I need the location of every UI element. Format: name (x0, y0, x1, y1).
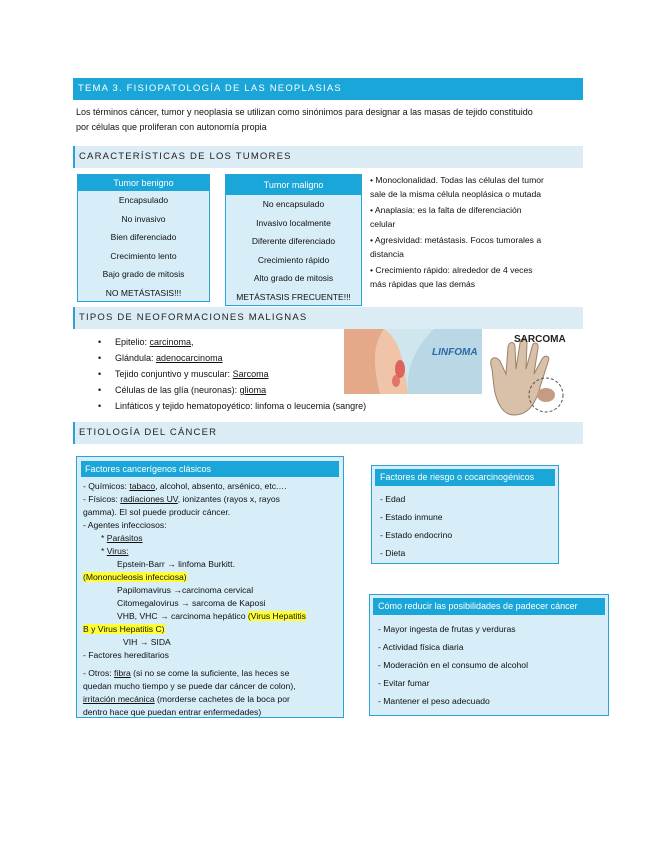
otros-line (83, 667, 289, 679)
maligno-row: Alto grado de mitosis (253, 273, 334, 283)
caract-item (370, 263, 585, 291)
maligno-row: Invasivo localmente (256, 217, 331, 228)
term: radiaciones UV (120, 494, 178, 504)
tipo-text: , (191, 337, 194, 347)
quimicos-line (83, 480, 287, 492)
tumor-benigno-box (77, 174, 210, 302)
text: (si no se come la suficiente, las heces se (130, 668, 290, 678)
sarcoma-image (484, 329, 582, 421)
text: , ionizantes (rayos x, rayos (177, 494, 280, 504)
caract-line: distancia (370, 249, 404, 259)
section-etiologia (73, 422, 583, 444)
caract-item (370, 173, 585, 201)
benigno-row: NO METÁSTASIS!!! (105, 287, 182, 298)
text: - Otros: (83, 668, 115, 678)
epstein-line: Epstein-Barr → linfoma Burkitt. (117, 559, 235, 569)
factores-clasicos-header: Factores cancerígenos clásicos (81, 461, 339, 477)
reducir-item: - Mayor ingesta de frutas y verduras (378, 624, 516, 634)
caracteristicas-list (370, 173, 585, 293)
highlight: (Mononucleosis infecciosa) (83, 572, 187, 582)
intro-line-1: Los términos cáncer, tumor y neoplasia se utilizan como sinónimos para designar a las masas de tejido constituido (76, 107, 533, 117)
page-title: TEMA 3. FISIOPATOLOGÍA DE LAS NEOPLASIAS (78, 83, 342, 94)
reducir-item: - Actividad física diaria (378, 642, 464, 652)
otros-line-4: dentro hace que puedan entrar enfermedades) (83, 707, 262, 717)
tipo-item (98, 382, 366, 398)
text: VHB, VHC → carcinoma hepático (117, 611, 248, 621)
riesgo-item: - Estado endocrino (380, 530, 453, 540)
tumor-benigno-header: Tumor benigno (78, 175, 209, 191)
tipo-item (98, 350, 366, 366)
text: * (101, 546, 107, 556)
section-tipos (73, 307, 583, 329)
highlight: B y Virus Hepatitis C) (83, 624, 165, 634)
mono-line (83, 571, 187, 583)
riesgo-item: - Dieta (380, 548, 406, 558)
caract-line: • Monoclonalidad. Todas las células del tumor (370, 175, 544, 185)
highlight: (Virus Hepatitis (247, 611, 306, 621)
tipo-text: Linfáticos y tejido hematopoyético: linfoma o leucemia (sangre) (115, 401, 367, 411)
caract-line: • Crecimiento rápido: alrededor de 4 veces (370, 265, 533, 275)
fisicos-line-2: gamma). El sol puede producir cáncer. (83, 507, 231, 517)
otros-line-2: quedan mucho tiempo y se puede dar cáncer de colon), (83, 681, 296, 691)
caract-line: celular (370, 219, 396, 229)
maligno-row: METÁSTASIS FRECUENTE!!! (236, 291, 351, 302)
reducir-item: - Mantener el peso adecuado (378, 696, 490, 706)
section-caracteristicas (73, 146, 583, 168)
tipo-term: carcinoma (149, 337, 192, 347)
fisicos-line (83, 493, 280, 505)
papiloma-line: Papilomavirus →carcinoma cervical (117, 585, 254, 595)
virus-line (101, 545, 129, 557)
term: Parásitos (106, 533, 143, 543)
otros-line-3 (83, 693, 290, 705)
vhb-line-2 (83, 623, 165, 635)
agentes-line: - Agentes infecciosos: (83, 520, 167, 530)
sarcoma-label: SARCOMA (514, 334, 566, 345)
vhb-line (117, 610, 306, 622)
reducir-header: Cómo reducir las posibilidades de padecer cáncer (373, 598, 605, 615)
maligno-row: Diferente diferenciado (251, 236, 336, 246)
section-etiologia-label: ETIOLOGÍA DEL CÁNCER (79, 427, 218, 438)
text: - Físicos: (83, 494, 121, 504)
hereditarios-line: - Factores hereditarios (83, 650, 169, 660)
text: * (101, 533, 107, 543)
text: - Químicos: (83, 481, 130, 491)
benigno-row: Bajo grado de mitosis (102, 269, 185, 279)
factores-riesgo-header: Factores de riesgo o cocarcinogénicos (375, 469, 555, 486)
section-caracteristicas-label: CARACTERÍSTICAS DE LOS TUMORES (79, 151, 292, 162)
factores-clasicos-box (76, 456, 344, 718)
term: tabaco (129, 481, 156, 491)
section-tipos-label: TIPOS DE NEOFORMACIONES MALIGNAS (79, 312, 308, 323)
linfoma-label: LINFOMA (432, 347, 478, 358)
tipo-term: adenocarcinoma (156, 353, 223, 363)
benigno-row: Crecimiento lento (110, 250, 177, 261)
maligno-row: Crecimiento rápido (257, 254, 330, 265)
riesgo-item: - Edad (380, 494, 406, 504)
benigno-row: Bien diferenciado (110, 232, 177, 242)
parasitos-line (101, 532, 143, 544)
caract-line: • Agresividad: metástasis. Focos tumorales a (370, 235, 542, 245)
linfoma-image (344, 329, 482, 394)
tipo-text: Glándula: (115, 353, 157, 363)
reducir-item: - Evitar fumar (378, 678, 430, 688)
text: (morderse cachetes de la boca por (154, 694, 290, 704)
caract-item (370, 233, 585, 261)
caract-line: • Anaplasia: es la falta de diferenciación (370, 205, 522, 215)
text: , alcohol, absento, arsénico, etc.… (155, 481, 287, 491)
maligno-row: No encapsulado (262, 199, 325, 209)
caract-line: más rápidas que las demás (370, 279, 476, 289)
riesgo-item: - Estado inmune (380, 512, 443, 522)
reducir-item: - Moderación en el consumo de alcohol (378, 660, 529, 670)
vih-line: VIH → SIDA (123, 637, 171, 647)
tipo-text: Células de las glía (neuronas): (115, 385, 240, 395)
tipo-item (98, 398, 366, 414)
reducir-box (369, 594, 609, 716)
caract-line: sale de la misma célula neoplásica o mutada (370, 189, 542, 199)
tipo-item (98, 334, 366, 350)
tipo-item (98, 366, 366, 382)
tipo-term: Sarcoma (232, 369, 269, 379)
tipo-text: Epitelio: (115, 337, 150, 347)
tumor-maligno-header: Tumor maligno (226, 175, 361, 195)
caract-item (370, 203, 585, 231)
factores-riesgo-box (371, 465, 559, 564)
tipo-text: Tejido conjuntivo y muscular: (115, 369, 233, 379)
benigno-row: Encapsulado (118, 195, 169, 205)
term: irritación mecánica (83, 694, 155, 704)
tumor-maligno-box (225, 174, 362, 306)
title-band (73, 78, 583, 100)
tipos-list (98, 334, 366, 414)
term: fibra (114, 668, 131, 678)
intro-line-2: por células que proliferan con autonomía propia (76, 122, 267, 132)
cito-line: Citomegalovirus → sarcoma de Kaposi (117, 598, 266, 608)
benigno-row: No invasivo (121, 213, 166, 224)
tipo-term: glioma (239, 385, 267, 395)
term: Virus: (106, 546, 129, 556)
